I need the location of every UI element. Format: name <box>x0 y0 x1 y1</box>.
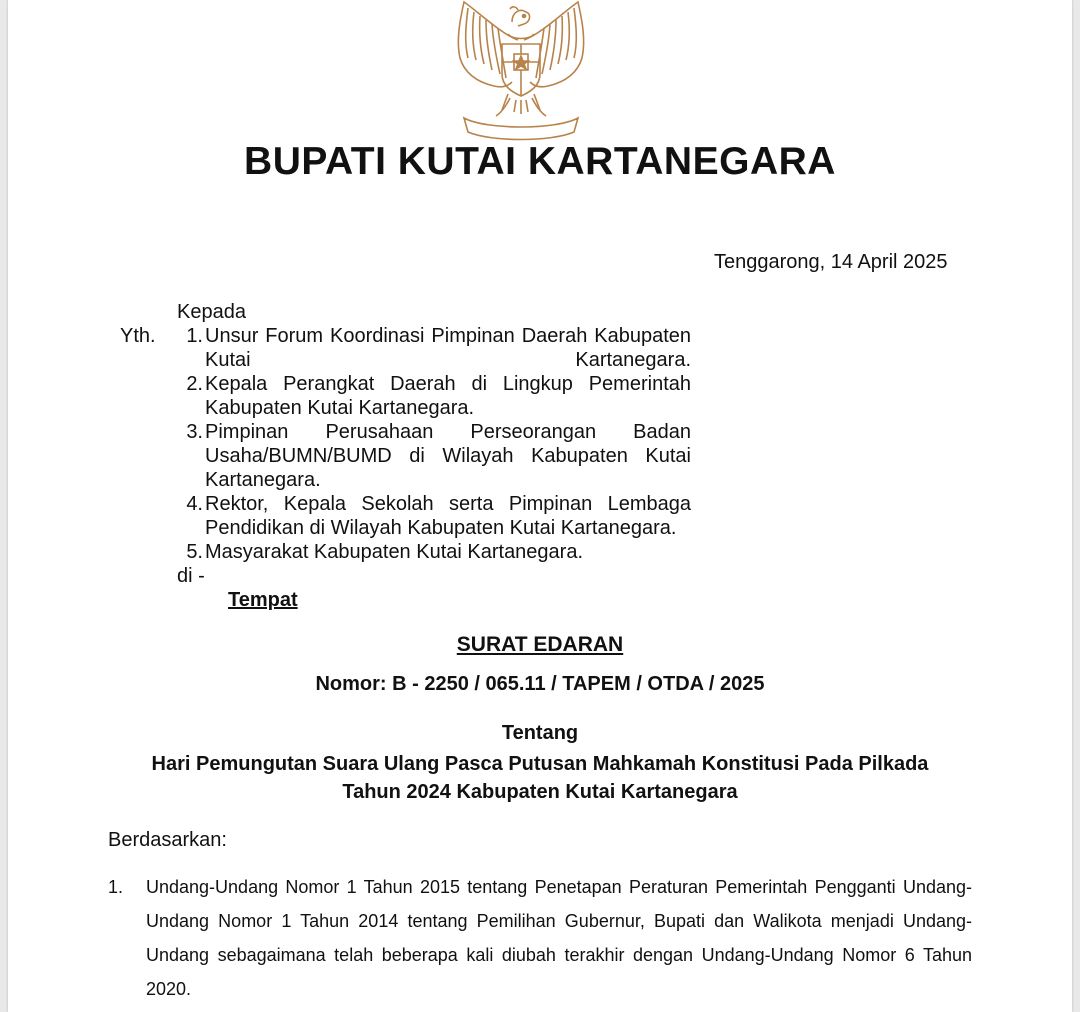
list-item-text: Unsur Forum Koordinasi Pimpinan Daerah Kabupaten Kutai Kartanegara. <box>205 325 691 371</box>
circular-title: SURAT EDARAN <box>456 633 624 656</box>
list-item <box>108 870 972 1006</box>
list-item <box>177 540 691 564</box>
list-item-number: 5. <box>186 541 203 563</box>
subject-heading: Tentang <box>501 722 579 744</box>
document-page <box>8 0 1072 1012</box>
subject-text <box>8 750 1072 806</box>
addressee-label: Kepada <box>177 301 246 323</box>
list-item <box>177 492 691 540</box>
location-label: Tempat <box>228 589 298 611</box>
legal-basis-heading: Berdasarkan: <box>108 829 227 851</box>
subject-line-1: Hari Pemungutan Suara Ulang Pasca Putusan Mahkamah Konstitusi Pada Pilkada <box>151 753 929 775</box>
letter-date: Tenggarong, 14 April 2025 <box>714 251 948 273</box>
location-prefix: di - <box>177 565 205 587</box>
list-item-number: 4. <box>186 493 203 515</box>
list-item-number: 1. <box>186 325 203 347</box>
honorific-label: Yth. <box>120 325 156 347</box>
legal-basis-list <box>108 870 972 1006</box>
list-item <box>177 420 691 492</box>
list-item <box>177 324 691 372</box>
list-item <box>177 372 691 420</box>
circular-number: Nomor: B - 2250 / 065.11 / TAPEM / OTDA / 2025 <box>315 673 765 695</box>
garuda-emblem-icon <box>446 0 596 142</box>
list-item-number: 1. <box>108 877 124 897</box>
list-item-text: Pimpinan Perusahaan Perseorangan Badan Usaha/BUMN/BUMD di Wilayah Kabupaten Kutai Kartanegara. <box>205 421 691 491</box>
list-item-number: 2. <box>186 373 203 395</box>
recipient-list <box>177 324 691 564</box>
list-item-text: Rektor, Kepala Sekolah serta Pimpinan Lembaga Pendidikan di Wilayah Kabupaten Kutai Kartanegara. <box>205 493 691 539</box>
regent-title: BUPATI KUTAI KARTANEGARA <box>244 140 836 183</box>
list-item-text: Masyarakat Kabupaten Kutai Kartanegara. <box>205 541 584 563</box>
list-item-text: Undang-Undang Nomor 1 Tahun 2015 tentang Penetapan Peraturan Pemerintah Pengganti Undang-Undang Nomor 1 Tahun 2014 tentang Pemilihan Gubernur, Bupati dan Walikota menjadi Undang-Undang sebagaimana telah beberapa kali diubah terakhir dengan Undang-Undang Nomor 6 Tahun 2020. <box>146 877 972 999</box>
list-item-text: Kepala Perangkat Daerah di Lingkup Pemerintah Kabupaten Kutai Kartanegara. <box>205 373 691 419</box>
subject-line-2: Tahun 2024 Kabupaten Kutai Kartanegara <box>342 781 738 803</box>
list-item-number: 3. <box>186 421 203 443</box>
